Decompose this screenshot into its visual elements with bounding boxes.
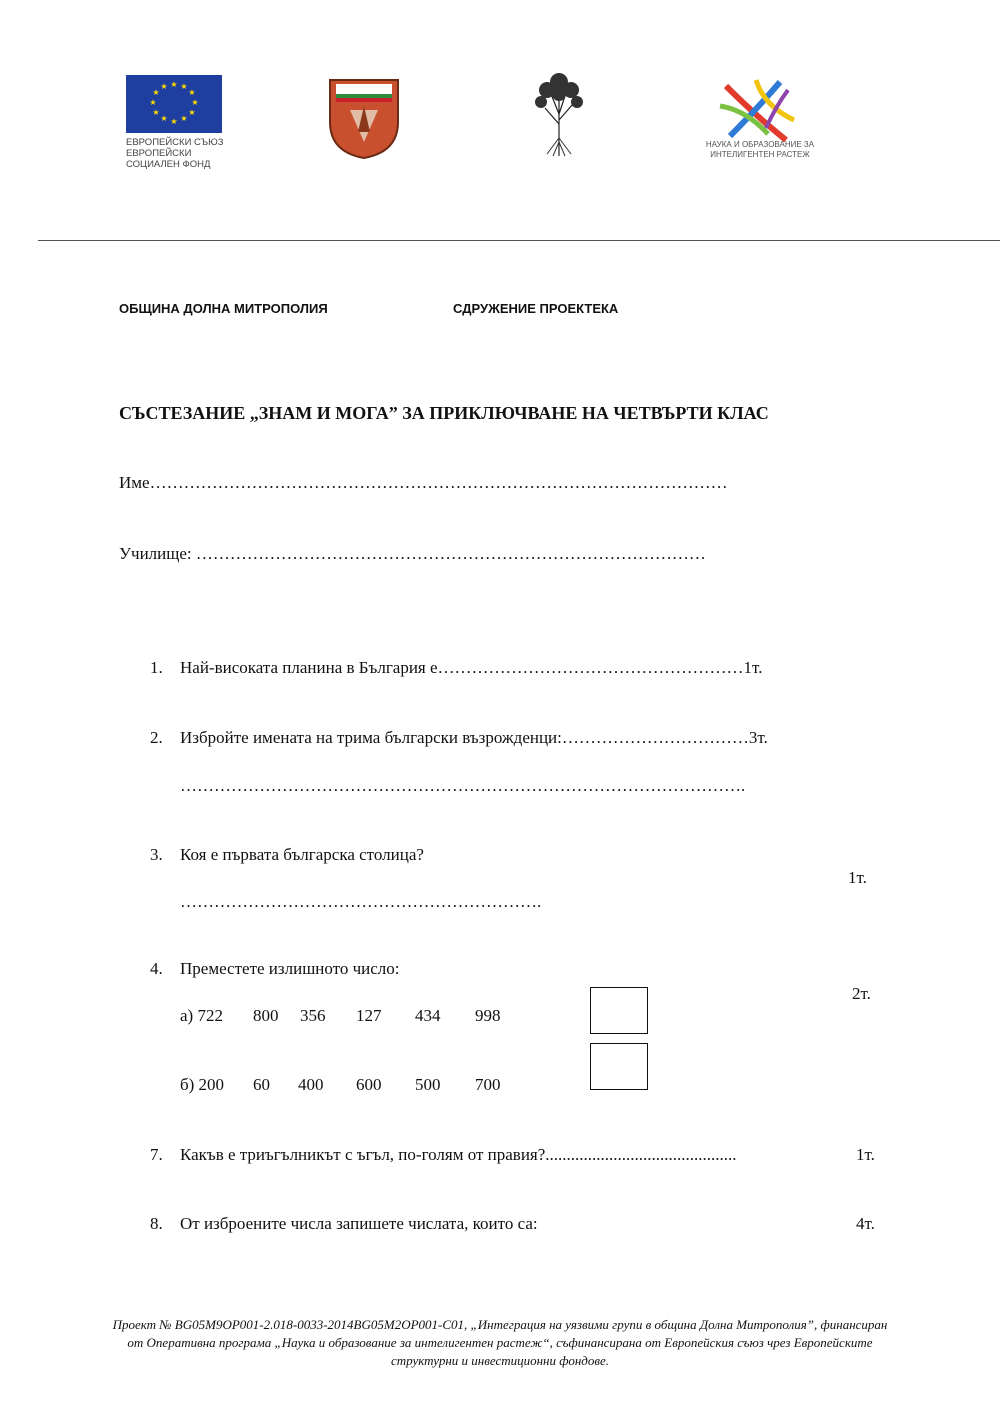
row-b-number: 60 xyxy=(253,1075,270,1094)
question-1-number: 1. xyxy=(150,658,163,677)
row-a-label: а) 722 xyxy=(180,1006,223,1025)
name-field[interactable]: Име………………………………………………………………………………………… xyxy=(119,473,728,492)
svg-text:★: ★ xyxy=(160,82,168,91)
school-field[interactable]: Училище: ……………………………………………………………………………… xyxy=(119,544,706,563)
question-2-text[interactable]: Избройте имената на трима български възрожденци:……………………………3т. xyxy=(180,728,768,747)
svg-text:★: ★ xyxy=(191,98,199,107)
row-b-number: 700 xyxy=(475,1075,501,1094)
eu-logo-caption: ЕВРОПЕЙСКИ СЪЮЗ ЕВРОПЕЙСКИ СОЦИАЛЕН ФОНД xyxy=(126,137,224,170)
project-footer: Проект № BG05M9OP001-2.018-0033-2014BG05M2OP001-C01, „Интеграция на уязвими групи в община Долна Митрополия”, финансиран от Оперативна програма „Наука и образование за интелигентен растеж“, съфинансирана от Европейския съюз чрез Европейските структурни и инвестиционни фондове. xyxy=(112,1317,888,1368)
science-logo-caption: НАУКА И ОБРАЗОВАНИЕ ЗА ИНТЕЛИГЕНТЕН РАСТЕЖ xyxy=(705,140,815,159)
svg-text:★: ★ xyxy=(152,88,160,97)
svg-text:★: ★ xyxy=(180,114,188,123)
crest-text xyxy=(329,10,399,11)
question-4-points: 2т. xyxy=(852,984,871,1003)
svg-text:★: ★ xyxy=(170,117,178,126)
question-3-text: Коя е първата българска столица? xyxy=(180,845,424,864)
tree-logo xyxy=(527,68,591,158)
question-7-points: 1т. xyxy=(856,1145,875,1164)
row-b-answer-box[interactable] xyxy=(590,1043,648,1090)
row-a-number: 998 xyxy=(475,1006,501,1025)
row-b-number: 600 xyxy=(356,1075,382,1094)
svg-text:★: ★ xyxy=(149,98,157,107)
question-8-points: 4т. xyxy=(856,1214,875,1233)
org-association: СДРУЖЕНИЕ ПРОЕКТЕКА xyxy=(453,301,619,316)
svg-text:★: ★ xyxy=(188,108,196,117)
science-education-logo xyxy=(716,76,802,144)
row-a-answer-box[interactable] xyxy=(590,987,648,1034)
question-7-number: 7. xyxy=(150,1145,163,1164)
row-b-number: 500 xyxy=(415,1075,441,1094)
question-3-answer-line[interactable]: ………………………………………………………. xyxy=(180,892,542,911)
row-a-number: 127 xyxy=(356,1006,382,1025)
org-municipality: ОБЩИНА ДОЛНА МИТРОПОЛИЯ xyxy=(119,301,328,316)
question-8-text: От изброените числа запишете числата, които са: xyxy=(180,1214,538,1233)
svg-text:★: ★ xyxy=(152,108,160,117)
svg-text:★: ★ xyxy=(170,80,178,89)
svg-text:★: ★ xyxy=(180,82,188,91)
question-2-number: 2. xyxy=(150,728,163,747)
question-3-number: 3. xyxy=(150,845,163,864)
question-4-number: 4. xyxy=(150,959,163,978)
row-a-number: 800 xyxy=(253,1006,279,1025)
row-a-number: 356 xyxy=(300,1006,326,1025)
row-b-label: б) 200 xyxy=(180,1075,225,1094)
svg-text:★: ★ xyxy=(188,88,196,97)
question-1-text[interactable]: Най-високата планина в България е………………………………………………1т. xyxy=(180,658,763,677)
municipality-crest-logo xyxy=(326,72,402,160)
header-divider xyxy=(38,240,1000,241)
question-7-text[interactable]: Какъв е триъгълникът с ъгъл, по-голям от правия?............................................. xyxy=(180,1145,737,1164)
row-a-number: 434 xyxy=(415,1006,441,1025)
question-4-text: Преместете излишното число: xyxy=(180,959,400,978)
question-2-answer-line[interactable]: ………………………………………………………………………………………. xyxy=(180,776,746,795)
row-b-number: 400 xyxy=(298,1075,324,1094)
eu-flag-logo xyxy=(126,75,222,133)
page-title: СЪСТЕЗАНИЕ „ЗНАМ И МОГА” ЗА ПРИКЛЮЧВАНЕ НА ЧЕТВЪРТИ КЛАС xyxy=(119,403,769,423)
question-8-number: 8. xyxy=(150,1214,163,1233)
question-3-points: 1т. xyxy=(848,868,867,887)
svg-text:★: ★ xyxy=(160,114,168,123)
